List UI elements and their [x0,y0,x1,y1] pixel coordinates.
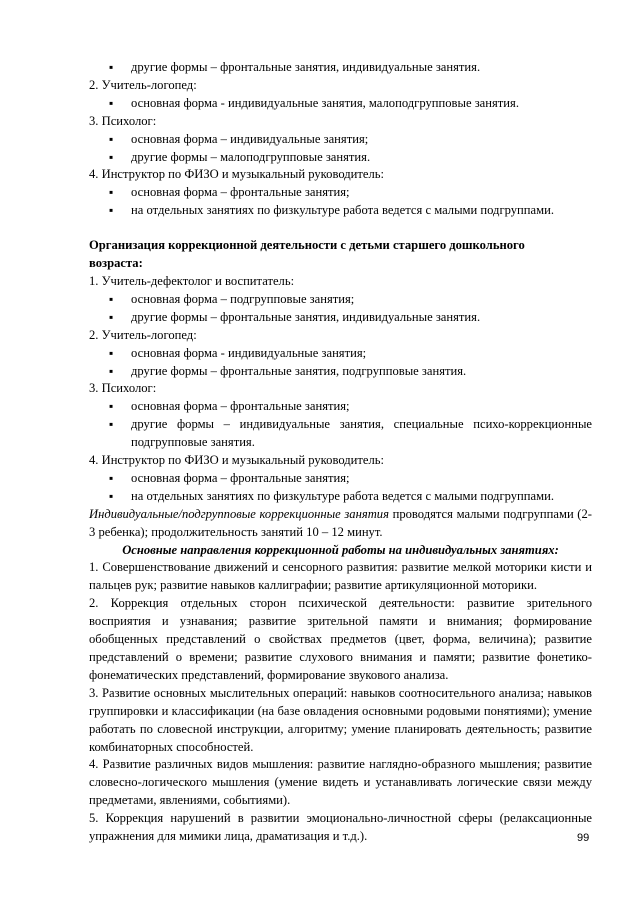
bullet-item: ▪ основная форма - индивидуальные занятия, малоподгрупповые занятия. [89,95,592,113]
bullet-item: ▪ основная форма – фронтальные занятия; [89,184,592,202]
bullet-item: ▪ другие формы – фронтальные занятия, индивидуальные занятия. [89,309,592,327]
bullet-item: ▪ на отдельных занятиях по физкультуре работа ведется с малыми подгруппами. [89,488,592,506]
list-heading: 3. Психолог: [89,381,157,396]
section-heading: Организация коррекционной деятельности с детьми старшего дошкольного возраста: [89,238,525,271]
page-number: 99 [577,832,590,844]
bullet-item: ▪ основная форма - индивидуальные занятия; [89,345,592,363]
note-text: проводятся малыми подгруппами (2-3 ребенка); продолжительность занятий 10 – 12 минут. [89,506,592,539]
paragraph: 1. Совершенствование движений и сенсорного развития: развитие мелкой моторики кисти и пальцев рук; развитие навыков каллиграфии; развитие артикуляционной моторики. [89,560,592,593]
bullet-item: ▪ другие формы – фронтальные занятия, индивидуальные занятия. [89,59,592,77]
paragraph: 2. Коррекция отдельных сторон психической деятельности: развитие зрительного восприятия и узнавания; развитие зрительной памяти и внимания; формирование обобщенных представлений о свойствах предметов (цвет, форма, величина); развитие представлений о времени; развитие слухового внимания и памяти; развитие фонетико-фонематических представлений, формирование звукового анализа. [89,596,592,682]
list-heading: 2. Учитель-логопед: [89,77,197,92]
bullet-item: ▪ другие формы – малоподгрупповые занятия. [89,149,592,167]
paragraph: 4. Развитие различных видов мышления: развитие наглядно-образного мышления; развитие словесно-логического мышления (умение видеть и устанавливать логические связи между предметами, явлениями, событиями). [89,757,592,808]
bullet-item: ▪ другие формы – фронтальные занятия, подгрупповые занятия. [89,363,592,381]
list-heading: 4. Инструктор по ФИЗО и музыкальный руководитель: [89,453,385,468]
bullet-item: ▪ основная форма – фронтальные занятия; [89,398,592,416]
note-italic-text: Индивидуальные/подгрупповые коррекционные занятия [89,506,389,521]
list-heading: 2. Учитель-логопед: [89,327,197,342]
bullet-item: ▪ основная форма – подгрупповые занятия; [89,291,592,309]
bullet-item: ▪ на отдельных занятиях по физкультуре работа ведется с малыми подгруппами. [89,202,592,220]
list-heading: 3. Психолог: [89,113,157,128]
spacer [89,220,592,237]
bullet-item: ▪ основная форма – индивидуальные занятия; [89,131,592,149]
list-heading: 4. Инструктор по ФИЗО и музыкальный руководитель: [89,167,385,182]
paragraph: 3. Развитие основных мыслительных операций: навыков соотносительного анализа; навыков группировки и классификации (на базе овладения основными родовыми понятиями); умение работать по словесной инструкции, алгоритму; умение планировать деятельность; развитие комбинаторных способностей. [89,685,592,754]
bullet-item: ▪ основная форма – фронтальные занятия; [89,470,592,488]
paragraph: 5. Коррекция нарушений в развитии эмоционально-личностной сферы (релаксационные упражнения для мимики лица, драматизация и т.д.). [89,811,592,844]
directions-heading: Основные направления коррекционной работы на индивидуальных занятиях: [122,542,559,557]
note-paragraph [89,506,592,542]
list-heading: 1. Учитель-дефектолог и воспитатель: [89,273,295,288]
bullet-item: ▪ другие формы – индивидуальные занятия, специальные психо-коррекционные подгрупповые занятия. [89,416,592,452]
page-content [89,59,592,846]
